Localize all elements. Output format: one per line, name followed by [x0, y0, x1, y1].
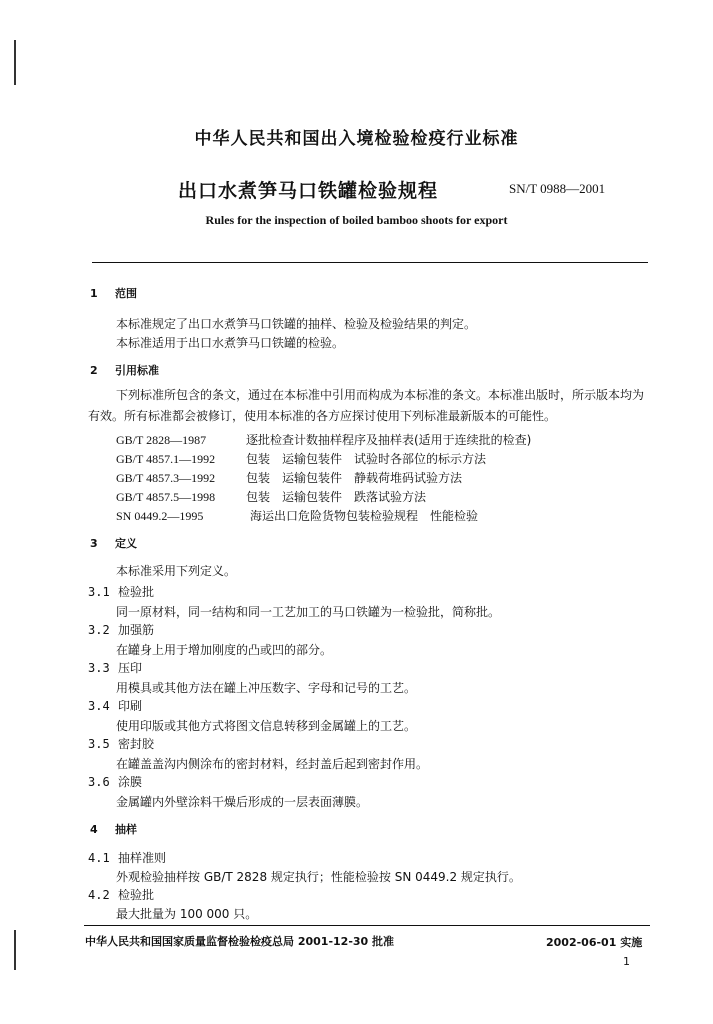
page-number: 1: [623, 955, 630, 968]
definition-text: 同一原材料，同一结构和同一工艺加工的马口铁罐为一检验批，简称批。: [116, 605, 501, 619]
scan-edge-mark: [14, 40, 16, 85]
subsection-heading: 3.5 密封胶: [88, 737, 155, 751]
reference-item: SN 0449.2—1995 海运出口危险货物包装检验规程 性能检验: [116, 509, 479, 523]
subsection-heading: 3.1 检验批: [88, 585, 155, 599]
subsection-heading: 3.6 涂膜: [88, 775, 143, 789]
section-heading: 4 抽样: [90, 823, 137, 836]
paragraph: 下列标准所包含的条文，通过在本标准中引用而构成为本标准的条文。本标准出版时，所示版本均为有效。所有标准都会被修订，使用本标准的各方应探讨使用下列标准最新版本的可能性。: [88, 388, 645, 423]
definition-text: 用模具或其他方法在罐上冲压数字、字母和记号的工艺。: [116, 681, 417, 695]
subsection-heading: 3.3 压印: [88, 661, 143, 675]
reference-item: GB/T 2828—1987 逐批检查计数抽样程序及抽样表(适用于连续批的检查): [116, 433, 532, 447]
subsection-heading: 3.2 加强筋: [88, 623, 155, 637]
section-heading: 3 定义: [90, 537, 137, 550]
english-title: Rules for the inspection of boiled bamboo shoots for export: [205, 213, 508, 227]
paragraph: 本标准采用下列定义。: [116, 564, 237, 578]
scan-edge-mark: [14, 930, 16, 970]
reference-item: GB/T 4857.1—1992 包装 运输包装件 试验时各部位的标示方法: [116, 452, 487, 466]
standard-code: SN/T 0988—2001: [509, 181, 606, 196]
paragraph: 本标准规定了出口水煮笋马口铁罐的抽样、检验及检验结果的判定。: [116, 317, 477, 331]
subsection-heading: 4.2 检验批: [88, 888, 155, 902]
definition-text: 金属罐内外壁涂料干燥后形成的一层表面薄膜。: [116, 795, 369, 809]
definition-text: 外观检验抽样按 GB/T 2828 规定执行；性能检验按 SN 0449.2 规定执行。: [116, 870, 521, 884]
document-title: 出口水煮笋马口铁罐检验规程: [178, 180, 439, 202]
reference-item: GB/T 4857.5—1998 包装 运输包装件 跌落试验方法: [116, 490, 427, 504]
footer-rule: [84, 925, 650, 926]
section-heading: 1 范围: [90, 287, 137, 300]
section-heading: 2 引用标准: [90, 364, 159, 377]
subsection-heading: 3.4 印刷: [88, 699, 143, 713]
definition-text: 在罐盖盖沟内侧涂布的密封材料，经封盖后起到密封作用。: [116, 757, 429, 771]
reference-item: GB/T 4857.3—1992 包装 运输包装件 静载荷堆码试验方法: [116, 471, 463, 485]
header-rule: [92, 262, 648, 263]
definition-text: 最大批量为 100 000 只。: [116, 907, 258, 921]
definition-text: 使用印版或其他方式将图文信息转移到金属罐上的工艺。: [116, 719, 417, 733]
implementation-date: 2002-06-01 实施: [546, 936, 643, 949]
subsection-heading: 4.1 抽样准则: [88, 851, 167, 865]
issuing-body-header: 中华人民共和国出入境检验检疫行业标准: [194, 129, 519, 149]
paragraph: 本标准适用于出口水煮笋马口铁罐的检验。: [116, 336, 345, 350]
definition-text: 在罐身上用于增加刚度的凸或凹的部分。: [116, 643, 333, 657]
approval-note: 中华人民共和国国家质量监督检验检疫总局 2001-12-30 批准: [85, 935, 395, 948]
